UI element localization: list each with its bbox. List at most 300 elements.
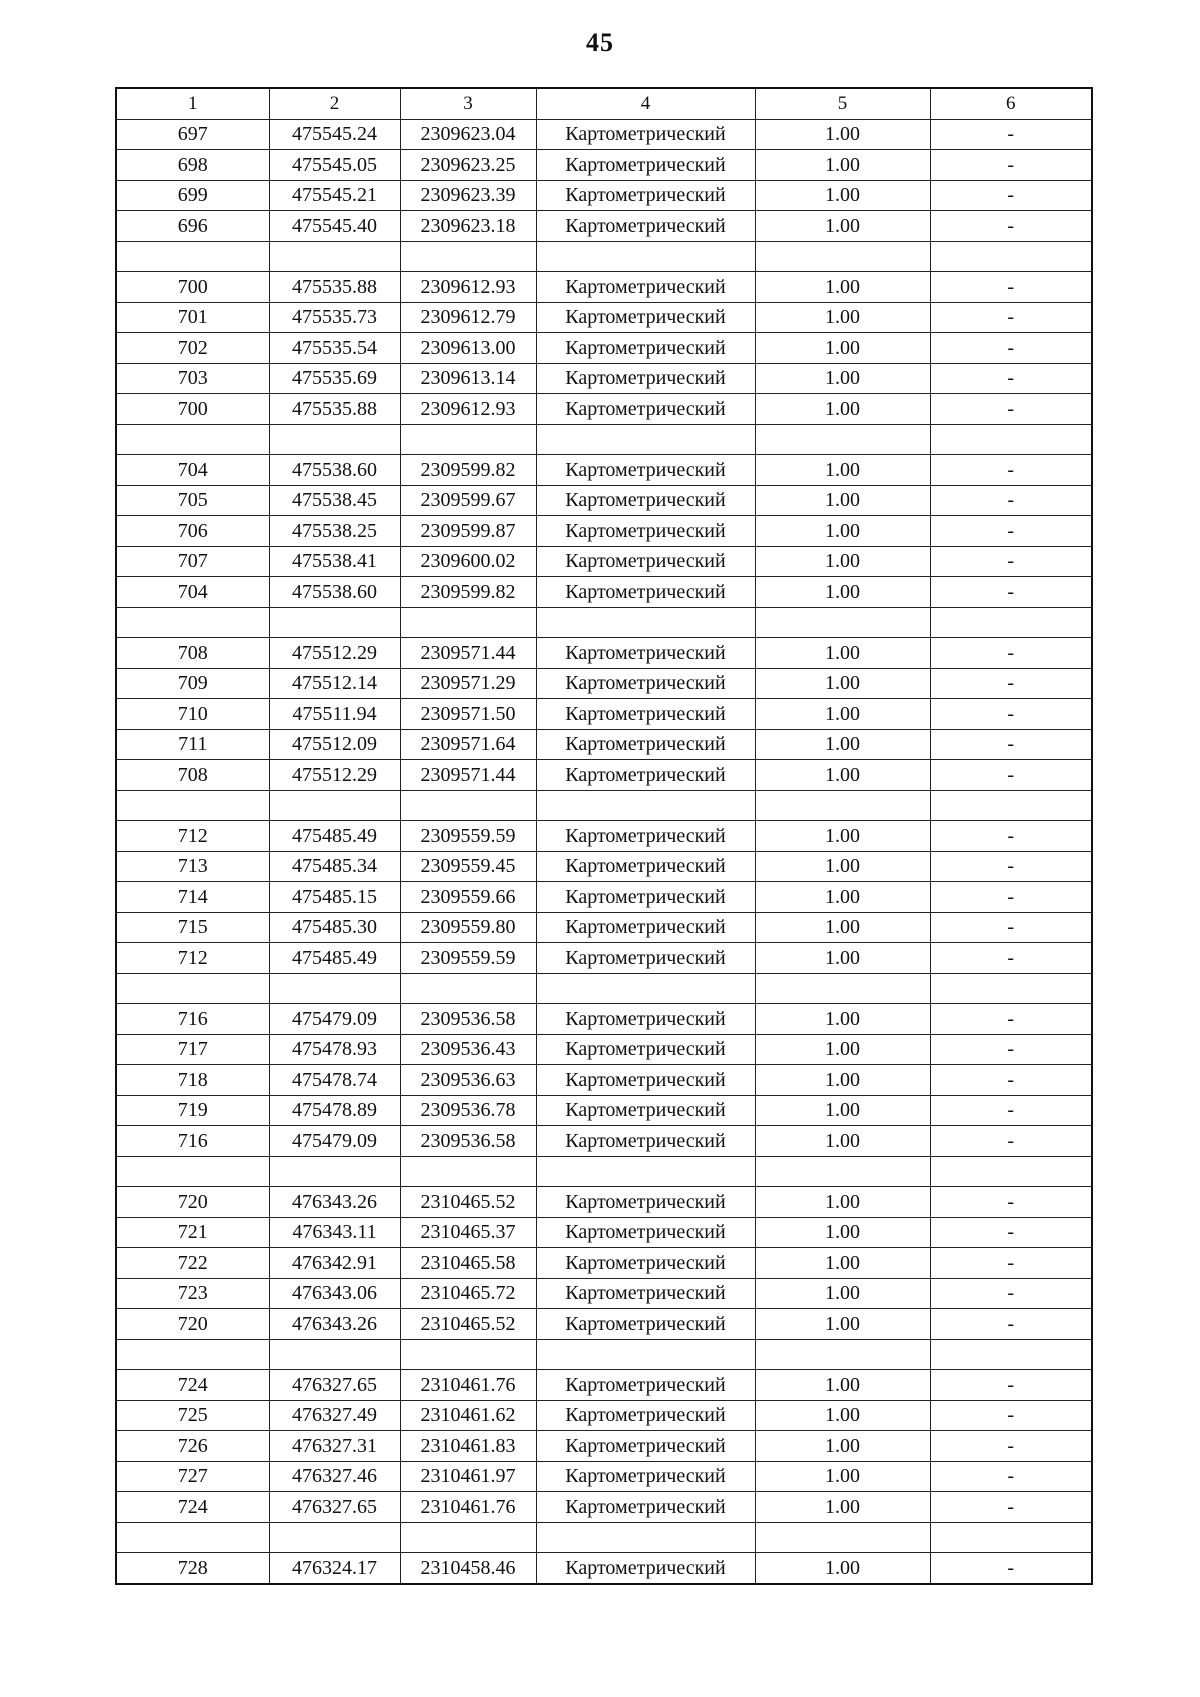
x-coordinate-cell: 475512.29 bbox=[269, 638, 400, 669]
method-cell: Картометрический bbox=[536, 1370, 755, 1401]
table-row bbox=[116, 119, 1092, 150]
accuracy-cell bbox=[755, 241, 930, 272]
description-cell bbox=[930, 973, 1092, 1004]
x-coordinate-cell: 476343.11 bbox=[269, 1217, 400, 1248]
accuracy-cell: 1.00 bbox=[755, 1065, 930, 1096]
point-number-cell: 708 bbox=[116, 760, 269, 791]
description-cell: - bbox=[930, 1126, 1092, 1157]
method-cell bbox=[536, 1339, 755, 1370]
point-number-cell: 707 bbox=[116, 546, 269, 577]
x-coordinate-cell bbox=[269, 607, 400, 638]
x-coordinate-cell: 475538.25 bbox=[269, 516, 400, 547]
point-number-cell: 720 bbox=[116, 1187, 269, 1218]
table-row bbox=[116, 1004, 1092, 1035]
point-number-cell: 712 bbox=[116, 943, 269, 974]
y-coordinate-cell: 2309536.43 bbox=[400, 1034, 536, 1065]
method-cell: Картометрический bbox=[536, 1278, 755, 1309]
y-coordinate-cell: 2309599.67 bbox=[400, 485, 536, 516]
y-coordinate-cell bbox=[400, 973, 536, 1004]
table-separator-row bbox=[116, 424, 1092, 455]
table-row bbox=[116, 455, 1092, 486]
table-row bbox=[116, 1492, 1092, 1523]
method-cell: Картометрический bbox=[536, 851, 755, 882]
description-cell: - bbox=[930, 546, 1092, 577]
description-cell: - bbox=[930, 485, 1092, 516]
accuracy-cell bbox=[755, 790, 930, 821]
point-number-cell: 727 bbox=[116, 1461, 269, 1492]
x-coordinate-cell: 476324.17 bbox=[269, 1553, 400, 1584]
y-coordinate-cell: 2310465.52 bbox=[400, 1187, 536, 1218]
y-coordinate-cell bbox=[400, 424, 536, 455]
table-row bbox=[116, 638, 1092, 669]
method-cell: Картометрический bbox=[536, 577, 755, 608]
description-cell: - bbox=[930, 1461, 1092, 1492]
point-number-cell: 709 bbox=[116, 668, 269, 699]
accuracy-cell: 1.00 bbox=[755, 1278, 930, 1309]
x-coordinate-cell bbox=[269, 973, 400, 1004]
table-separator-row bbox=[116, 1522, 1092, 1553]
point-number-cell bbox=[116, 607, 269, 638]
point-number-cell: 708 bbox=[116, 638, 269, 669]
accuracy-cell: 1.00 bbox=[755, 1553, 930, 1584]
point-number-cell: 701 bbox=[116, 302, 269, 333]
method-cell: Картометрический bbox=[536, 1248, 755, 1279]
point-number-cell: 728 bbox=[116, 1553, 269, 1584]
method-cell: Картометрический bbox=[536, 1400, 755, 1431]
method-cell: Картометрический bbox=[536, 546, 755, 577]
point-number-cell: 698 bbox=[116, 150, 269, 181]
x-coordinate-cell: 476327.49 bbox=[269, 1400, 400, 1431]
table-row bbox=[116, 729, 1092, 760]
description-cell: - bbox=[930, 882, 1092, 913]
method-cell: Картометрический bbox=[536, 760, 755, 791]
point-number-cell bbox=[116, 424, 269, 455]
method-cell: Картометрический bbox=[536, 485, 755, 516]
method-cell: Картометрический bbox=[536, 729, 755, 760]
table-row bbox=[116, 668, 1092, 699]
table-separator-row bbox=[116, 1339, 1092, 1370]
accuracy-cell: 1.00 bbox=[755, 729, 930, 760]
x-coordinate-cell: 475538.60 bbox=[269, 455, 400, 486]
table-row bbox=[116, 333, 1092, 364]
point-number-cell: 726 bbox=[116, 1431, 269, 1462]
x-coordinate-cell: 475478.93 bbox=[269, 1034, 400, 1065]
description-cell bbox=[930, 241, 1092, 272]
point-number-cell: 704 bbox=[116, 455, 269, 486]
point-number-cell: 700 bbox=[116, 272, 269, 303]
point-number-cell: 697 bbox=[116, 119, 269, 150]
table-row bbox=[116, 1187, 1092, 1218]
description-cell: - bbox=[930, 668, 1092, 699]
y-coordinate-cell: 2309559.66 bbox=[400, 882, 536, 913]
point-number-cell: 703 bbox=[116, 363, 269, 394]
table-row bbox=[116, 394, 1092, 425]
coordinates-table bbox=[115, 87, 1093, 1585]
point-number-cell: 721 bbox=[116, 1217, 269, 1248]
y-coordinate-cell: 2310465.58 bbox=[400, 1248, 536, 1279]
table-row bbox=[116, 302, 1092, 333]
method-cell: Картометрический bbox=[536, 1461, 755, 1492]
method-cell: Картометрический bbox=[536, 882, 755, 913]
table-row bbox=[116, 577, 1092, 608]
accuracy-cell: 1.00 bbox=[755, 211, 930, 242]
table-header-row bbox=[116, 88, 1092, 119]
x-coordinate-cell: 475535.73 bbox=[269, 302, 400, 333]
table-row bbox=[116, 1400, 1092, 1431]
y-coordinate-cell: 2309599.87 bbox=[400, 516, 536, 547]
y-coordinate-cell: 2309623.39 bbox=[400, 180, 536, 211]
table-row bbox=[116, 699, 1092, 730]
y-coordinate-cell: 2310461.76 bbox=[400, 1492, 536, 1523]
x-coordinate-cell: 475535.88 bbox=[269, 394, 400, 425]
point-number-cell bbox=[116, 790, 269, 821]
table-row bbox=[116, 1065, 1092, 1096]
y-coordinate-cell: 2309612.79 bbox=[400, 302, 536, 333]
method-cell bbox=[536, 241, 755, 272]
accuracy-cell: 1.00 bbox=[755, 577, 930, 608]
accuracy-cell: 1.00 bbox=[755, 363, 930, 394]
method-cell: Картометрический bbox=[536, 1431, 755, 1462]
accuracy-cell: 1.00 bbox=[755, 699, 930, 730]
y-coordinate-cell: 2309536.78 bbox=[400, 1095, 536, 1126]
column-header-1: 1 bbox=[116, 88, 269, 119]
method-cell: Картометрический bbox=[536, 1004, 755, 1035]
point-number-cell: 696 bbox=[116, 211, 269, 242]
description-cell: - bbox=[930, 211, 1092, 242]
accuracy-cell: 1.00 bbox=[755, 150, 930, 181]
point-number-cell bbox=[116, 1522, 269, 1553]
point-number-cell bbox=[116, 973, 269, 1004]
method-cell: Картометрический bbox=[536, 150, 755, 181]
point-number-cell: 719 bbox=[116, 1095, 269, 1126]
x-coordinate-cell: 475535.69 bbox=[269, 363, 400, 394]
description-cell: - bbox=[930, 363, 1092, 394]
y-coordinate-cell: 2310465.37 bbox=[400, 1217, 536, 1248]
accuracy-cell: 1.00 bbox=[755, 760, 930, 791]
point-number-cell: 714 bbox=[116, 882, 269, 913]
accuracy-cell: 1.00 bbox=[755, 1461, 930, 1492]
y-coordinate-cell: 2309536.58 bbox=[400, 1126, 536, 1157]
accuracy-cell bbox=[755, 973, 930, 1004]
y-coordinate-cell: 2309536.58 bbox=[400, 1004, 536, 1035]
table-separator-row bbox=[116, 973, 1092, 1004]
accuracy-cell: 1.00 bbox=[755, 1095, 930, 1126]
table-row bbox=[116, 912, 1092, 943]
accuracy-cell bbox=[755, 1522, 930, 1553]
accuracy-cell bbox=[755, 424, 930, 455]
description-cell: - bbox=[930, 1370, 1092, 1401]
method-cell: Картометрический bbox=[536, 1095, 755, 1126]
accuracy-cell: 1.00 bbox=[755, 302, 930, 333]
y-coordinate-cell bbox=[400, 607, 536, 638]
accuracy-cell bbox=[755, 607, 930, 638]
method-cell bbox=[536, 424, 755, 455]
accuracy-cell: 1.00 bbox=[755, 180, 930, 211]
y-coordinate-cell: 2310461.97 bbox=[400, 1461, 536, 1492]
table-row bbox=[116, 546, 1092, 577]
method-cell: Картометрический bbox=[536, 302, 755, 333]
x-coordinate-cell: 476343.06 bbox=[269, 1278, 400, 1309]
method-cell bbox=[536, 790, 755, 821]
point-number-cell bbox=[116, 1339, 269, 1370]
y-coordinate-cell: 2310465.72 bbox=[400, 1278, 536, 1309]
description-cell bbox=[930, 1522, 1092, 1553]
description-cell: - bbox=[930, 455, 1092, 486]
table-row bbox=[116, 516, 1092, 547]
x-coordinate-cell: 476327.31 bbox=[269, 1431, 400, 1462]
table-row bbox=[116, 1034, 1092, 1065]
accuracy-cell: 1.00 bbox=[755, 851, 930, 882]
column-header-4: 4 bbox=[536, 88, 755, 119]
description-cell bbox=[930, 1339, 1092, 1370]
point-number-cell: 713 bbox=[116, 851, 269, 882]
x-coordinate-cell: 475512.29 bbox=[269, 760, 400, 791]
x-coordinate-cell: 475485.49 bbox=[269, 943, 400, 974]
y-coordinate-cell: 2309623.18 bbox=[400, 211, 536, 242]
x-coordinate-cell: 475479.09 bbox=[269, 1004, 400, 1035]
method-cell: Картометрический bbox=[536, 333, 755, 364]
accuracy-cell: 1.00 bbox=[755, 485, 930, 516]
accuracy-cell: 1.00 bbox=[755, 668, 930, 699]
point-number-cell bbox=[116, 1156, 269, 1187]
method-cell: Картометрический bbox=[536, 119, 755, 150]
point-number-cell: 712 bbox=[116, 821, 269, 852]
method-cell: Картометрический bbox=[536, 211, 755, 242]
point-number-cell: 720 bbox=[116, 1309, 269, 1340]
description-cell: - bbox=[930, 1553, 1092, 1584]
accuracy-cell: 1.00 bbox=[755, 821, 930, 852]
y-coordinate-cell: 2310461.76 bbox=[400, 1370, 536, 1401]
accuracy-cell: 1.00 bbox=[755, 638, 930, 669]
point-number-cell: 716 bbox=[116, 1004, 269, 1035]
method-cell: Картометрический bbox=[536, 638, 755, 669]
table-separator-row bbox=[116, 607, 1092, 638]
method-cell bbox=[536, 607, 755, 638]
x-coordinate-cell: 476327.65 bbox=[269, 1370, 400, 1401]
description-cell bbox=[930, 790, 1092, 821]
description-cell bbox=[930, 607, 1092, 638]
accuracy-cell: 1.00 bbox=[755, 1126, 930, 1157]
y-coordinate-cell bbox=[400, 241, 536, 272]
method-cell: Картометрический bbox=[536, 668, 755, 699]
method-cell: Картометрический bbox=[536, 912, 755, 943]
x-coordinate-cell: 475538.45 bbox=[269, 485, 400, 516]
x-coordinate-cell: 475545.24 bbox=[269, 119, 400, 150]
table-row bbox=[116, 1431, 1092, 1462]
method-cell: Картометрический bbox=[536, 1492, 755, 1523]
point-number-cell: 725 bbox=[116, 1400, 269, 1431]
description-cell: - bbox=[930, 1492, 1092, 1523]
table-row bbox=[116, 882, 1092, 913]
description-cell: - bbox=[930, 1004, 1092, 1035]
description-cell: - bbox=[930, 1431, 1092, 1462]
x-coordinate-cell bbox=[269, 424, 400, 455]
method-cell: Картометрический bbox=[536, 699, 755, 730]
description-cell: - bbox=[930, 302, 1092, 333]
method-cell: Картометрический bbox=[536, 516, 755, 547]
method-cell bbox=[536, 1522, 755, 1553]
method-cell: Картометрический bbox=[536, 1126, 755, 1157]
accuracy-cell: 1.00 bbox=[755, 943, 930, 974]
description-cell: - bbox=[930, 638, 1092, 669]
accuracy-cell bbox=[755, 1339, 930, 1370]
table-body bbox=[116, 119, 1092, 1584]
y-coordinate-cell bbox=[400, 1522, 536, 1553]
y-coordinate-cell: 2309559.59 bbox=[400, 821, 536, 852]
point-number-cell: 716 bbox=[116, 1126, 269, 1157]
method-cell: Картометрический bbox=[536, 180, 755, 211]
x-coordinate-cell: 475485.49 bbox=[269, 821, 400, 852]
accuracy-cell: 1.00 bbox=[755, 1400, 930, 1431]
accuracy-cell: 1.00 bbox=[755, 1370, 930, 1401]
description-cell: - bbox=[930, 333, 1092, 364]
accuracy-cell: 1.00 bbox=[755, 272, 930, 303]
x-coordinate-cell: 475479.09 bbox=[269, 1126, 400, 1157]
point-number-cell: 704 bbox=[116, 577, 269, 608]
method-cell: Картометрический bbox=[536, 272, 755, 303]
x-coordinate-cell: 475538.41 bbox=[269, 546, 400, 577]
y-coordinate-cell: 2309571.50 bbox=[400, 699, 536, 730]
y-coordinate-cell: 2309612.93 bbox=[400, 272, 536, 303]
table-row bbox=[116, 1461, 1092, 1492]
x-coordinate-cell: 475512.09 bbox=[269, 729, 400, 760]
x-coordinate-cell: 476327.46 bbox=[269, 1461, 400, 1492]
method-cell: Картометрический bbox=[536, 455, 755, 486]
description-cell: - bbox=[930, 1400, 1092, 1431]
method-cell: Картометрический bbox=[536, 1065, 755, 1096]
table-row bbox=[116, 211, 1092, 242]
description-cell: - bbox=[930, 699, 1092, 730]
y-coordinate-cell bbox=[400, 790, 536, 821]
y-coordinate-cell: 2309623.04 bbox=[400, 119, 536, 150]
accuracy-cell: 1.00 bbox=[755, 119, 930, 150]
table-row bbox=[116, 180, 1092, 211]
description-cell: - bbox=[930, 150, 1092, 181]
accuracy-cell: 1.00 bbox=[755, 1492, 930, 1523]
description-cell: - bbox=[930, 180, 1092, 211]
description-cell: - bbox=[930, 1309, 1092, 1340]
y-coordinate-cell: 2309559.80 bbox=[400, 912, 536, 943]
y-coordinate-cell: 2309571.44 bbox=[400, 760, 536, 791]
description-cell: - bbox=[930, 577, 1092, 608]
method-cell: Картометрический bbox=[536, 821, 755, 852]
y-coordinate-cell: 2309599.82 bbox=[400, 577, 536, 608]
y-coordinate-cell: 2309571.44 bbox=[400, 638, 536, 669]
method-cell: Картометрический bbox=[536, 394, 755, 425]
description-cell: - bbox=[930, 729, 1092, 760]
description-cell: - bbox=[930, 1095, 1092, 1126]
point-number-cell bbox=[116, 241, 269, 272]
table-row bbox=[116, 363, 1092, 394]
accuracy-cell bbox=[755, 1156, 930, 1187]
point-number-cell: 705 bbox=[116, 485, 269, 516]
y-coordinate-cell: 2309599.82 bbox=[400, 455, 536, 486]
x-coordinate-cell: 475511.94 bbox=[269, 699, 400, 730]
description-cell: - bbox=[930, 119, 1092, 150]
accuracy-cell: 1.00 bbox=[755, 1309, 930, 1340]
method-cell: Картометрический bbox=[536, 1217, 755, 1248]
x-coordinate-cell bbox=[269, 1339, 400, 1370]
y-coordinate-cell: 2309559.59 bbox=[400, 943, 536, 974]
method-cell: Картометрический bbox=[536, 1187, 755, 1218]
point-number-cell: 700 bbox=[116, 394, 269, 425]
y-coordinate-cell: 2309571.29 bbox=[400, 668, 536, 699]
x-coordinate-cell bbox=[269, 241, 400, 272]
description-cell bbox=[930, 1156, 1092, 1187]
y-coordinate-cell: 2309623.25 bbox=[400, 150, 536, 181]
x-coordinate-cell: 475545.21 bbox=[269, 180, 400, 211]
table-row bbox=[116, 1278, 1092, 1309]
accuracy-cell: 1.00 bbox=[755, 1217, 930, 1248]
x-coordinate-cell: 475535.54 bbox=[269, 333, 400, 364]
accuracy-cell: 1.00 bbox=[755, 1431, 930, 1462]
accuracy-cell: 1.00 bbox=[755, 1248, 930, 1279]
table-row bbox=[116, 1553, 1092, 1584]
method-cell: Картометрический bbox=[536, 1034, 755, 1065]
x-coordinate-cell: 475545.40 bbox=[269, 211, 400, 242]
accuracy-cell: 1.00 bbox=[755, 546, 930, 577]
table-row bbox=[116, 150, 1092, 181]
x-coordinate-cell bbox=[269, 1156, 400, 1187]
accuracy-cell: 1.00 bbox=[755, 882, 930, 913]
accuracy-cell: 1.00 bbox=[755, 455, 930, 486]
y-coordinate-cell bbox=[400, 1156, 536, 1187]
description-cell: - bbox=[930, 1248, 1092, 1279]
y-coordinate-cell: 2310461.83 bbox=[400, 1431, 536, 1462]
y-coordinate-cell: 2310458.46 bbox=[400, 1553, 536, 1584]
description-cell: - bbox=[930, 1217, 1092, 1248]
description-cell: - bbox=[930, 1065, 1092, 1096]
column-header-2: 2 bbox=[269, 88, 400, 119]
table-row bbox=[116, 485, 1092, 516]
table-separator-row bbox=[116, 790, 1092, 821]
y-coordinate-cell bbox=[400, 1339, 536, 1370]
description-cell: - bbox=[930, 821, 1092, 852]
accuracy-cell: 1.00 bbox=[755, 394, 930, 425]
x-coordinate-cell: 475545.05 bbox=[269, 150, 400, 181]
x-coordinate-cell: 476342.91 bbox=[269, 1248, 400, 1279]
y-coordinate-cell: 2309613.14 bbox=[400, 363, 536, 394]
x-coordinate-cell: 475538.60 bbox=[269, 577, 400, 608]
description-cell: - bbox=[930, 943, 1092, 974]
y-coordinate-cell: 2309600.02 bbox=[400, 546, 536, 577]
accuracy-cell: 1.00 bbox=[755, 1034, 930, 1065]
description-cell: - bbox=[930, 272, 1092, 303]
description-cell: - bbox=[930, 1187, 1092, 1218]
method-cell: Картометрический bbox=[536, 363, 755, 394]
x-coordinate-cell: 475478.74 bbox=[269, 1065, 400, 1096]
y-coordinate-cell: 2309559.45 bbox=[400, 851, 536, 882]
description-cell: - bbox=[930, 516, 1092, 547]
accuracy-cell: 1.00 bbox=[755, 1004, 930, 1035]
description-cell: - bbox=[930, 1278, 1092, 1309]
y-coordinate-cell: 2309536.63 bbox=[400, 1065, 536, 1096]
column-header-3: 3 bbox=[400, 88, 536, 119]
y-coordinate-cell: 2309613.00 bbox=[400, 333, 536, 364]
column-header-6: 6 bbox=[930, 88, 1092, 119]
table-row bbox=[116, 272, 1092, 303]
point-number-cell: 724 bbox=[116, 1492, 269, 1523]
table-row bbox=[116, 1126, 1092, 1157]
accuracy-cell: 1.00 bbox=[755, 1187, 930, 1218]
y-coordinate-cell: 2309612.93 bbox=[400, 394, 536, 425]
description-cell: - bbox=[930, 760, 1092, 791]
page-number: 45 bbox=[586, 28, 614, 57]
accuracy-cell: 1.00 bbox=[755, 912, 930, 943]
table-row bbox=[116, 1248, 1092, 1279]
point-number-cell: 715 bbox=[116, 912, 269, 943]
table-row bbox=[116, 851, 1092, 882]
